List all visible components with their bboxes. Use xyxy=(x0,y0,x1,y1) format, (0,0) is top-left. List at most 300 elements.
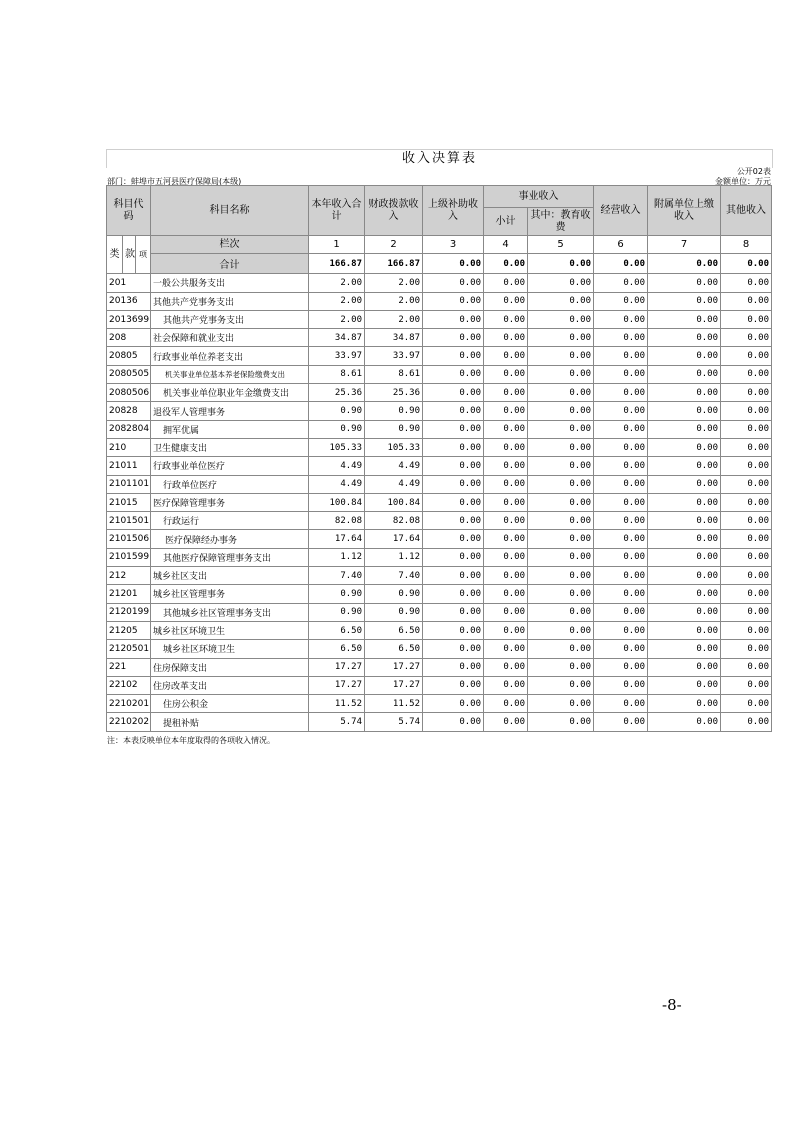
amount-cell: 0.00 xyxy=(648,347,721,365)
amount-cell: 0.00 xyxy=(721,402,772,420)
amount-cell: 0.90 xyxy=(309,603,365,621)
amount-cell: 0.00 xyxy=(721,310,772,328)
amount-cell: 17.27 xyxy=(309,676,365,694)
amount-cell: 0.00 xyxy=(484,274,528,292)
header-lei: 类 xyxy=(107,236,123,274)
header-fiscal: 财政拨款收入 xyxy=(365,186,423,236)
header-subtotal: 小计 xyxy=(484,208,528,236)
amount-cell: 0.00 xyxy=(528,329,594,347)
amount-cell: 0.00 xyxy=(528,640,594,658)
amount-cell: 0.00 xyxy=(594,603,648,621)
amount-cell: 25.36 xyxy=(309,384,365,402)
header-other: 其他收入 xyxy=(721,186,772,236)
amount-cell: 0.00 xyxy=(423,274,484,292)
amount-cell: 0.00 xyxy=(721,420,772,438)
subject-code: 2101101 xyxy=(107,475,151,493)
amount-cell: 0.00 xyxy=(594,457,648,475)
amount-cell: 0.00 xyxy=(721,640,772,658)
amount-cell: 0.00 xyxy=(484,475,528,493)
amount-cell: 34.87 xyxy=(309,329,365,347)
table-row xyxy=(107,274,772,292)
table-row xyxy=(107,493,772,511)
amount-cell: 0.00 xyxy=(423,548,484,566)
amount-cell: 0.00 xyxy=(528,274,594,292)
subject-code: 2101501 xyxy=(107,512,151,530)
amount-cell: 105.33 xyxy=(365,438,423,456)
amount-cell: 0.00 xyxy=(594,640,648,658)
amount-cell: 0.00 xyxy=(648,676,721,694)
amount-cell: 0.00 xyxy=(423,365,484,383)
form-id: 公开02表 xyxy=(736,167,771,176)
subject-code: 210 xyxy=(107,438,151,456)
subject-code: 2210201 xyxy=(107,695,151,713)
header-column-no: 栏次 xyxy=(151,236,309,254)
amount-cell: 0.00 xyxy=(594,347,648,365)
col-no-2: 2 xyxy=(365,236,423,254)
amount-cell: 0.90 xyxy=(365,585,423,603)
amount-cell: 0.00 xyxy=(484,640,528,658)
total-value: 0.00 xyxy=(528,254,594,274)
amount-cell: 0.00 xyxy=(423,695,484,713)
table-row xyxy=(107,329,772,347)
subject-name: 住房改革支出 xyxy=(151,676,309,694)
amount-cell: 0.00 xyxy=(423,402,484,420)
amount-cell: 17.64 xyxy=(365,530,423,548)
total-value: 0.00 xyxy=(648,254,721,274)
table-row xyxy=(107,347,772,365)
col-no-5: 5 xyxy=(528,236,594,254)
amount-cell: 6.50 xyxy=(309,621,365,639)
subject-code: 201 xyxy=(107,274,151,292)
amount-cell: 0.00 xyxy=(648,695,721,713)
amount-cell: 0.00 xyxy=(594,658,648,676)
total-value: 0.00 xyxy=(484,254,528,274)
amount-cell: 0.00 xyxy=(484,384,528,402)
subject-code: 221 xyxy=(107,658,151,676)
table-row xyxy=(107,420,772,438)
amount-cell: 100.84 xyxy=(365,493,423,511)
total-value: 0.00 xyxy=(721,254,772,274)
amount-cell: 0.90 xyxy=(309,420,365,438)
amount-cell: 0.00 xyxy=(423,310,484,328)
subject-name: 其他共产党事务支出 xyxy=(151,310,309,328)
amount-cell: 0.00 xyxy=(648,310,721,328)
amount-cell: 0.00 xyxy=(528,512,594,530)
amount-cell: 0.00 xyxy=(594,548,648,566)
amount-cell: 0.00 xyxy=(594,585,648,603)
total-label: 合计 xyxy=(151,254,309,274)
subject-code: 20828 xyxy=(107,402,151,420)
amount-cell: 0.00 xyxy=(528,713,594,731)
amount-cell: 2.00 xyxy=(365,292,423,310)
subject-name: 其他城乡社区管理事务支出 xyxy=(151,603,309,621)
subject-code: 20136 xyxy=(107,292,151,310)
subject-code: 21011 xyxy=(107,457,151,475)
amount-cell: 0.00 xyxy=(648,292,721,310)
subject-code: 2013699 xyxy=(107,310,151,328)
subject-code: 2101506 xyxy=(107,530,151,548)
subject-code: 2080506 xyxy=(107,384,151,402)
amount-cell: 0.00 xyxy=(721,493,772,511)
amount-cell: 0.00 xyxy=(648,438,721,456)
amount-cell: 11.52 xyxy=(309,695,365,713)
subject-code: 2101599 xyxy=(107,548,151,566)
department-label: 部门：蚌埠市五河县医疗保障局(本级) xyxy=(107,177,242,186)
amount-cell: 0.00 xyxy=(648,640,721,658)
amount-cell: 0.00 xyxy=(648,365,721,383)
col-no-8: 8 xyxy=(721,236,772,254)
amount-cell: 0.00 xyxy=(528,420,594,438)
table-row xyxy=(107,548,772,566)
amount-cell: 0.00 xyxy=(721,365,772,383)
amount-cell: 0.00 xyxy=(484,621,528,639)
amount-cell: 0.00 xyxy=(594,530,648,548)
amount-cell: 0.00 xyxy=(721,512,772,530)
amount-cell: 2.00 xyxy=(365,310,423,328)
amount-cell: 8.61 xyxy=(365,365,423,383)
amount-cell: 0.00 xyxy=(721,658,772,676)
subject-name: 城乡社区支出 xyxy=(151,567,309,585)
subject-name: 拥军优属 xyxy=(151,420,309,438)
amount-cell: 5.74 xyxy=(365,713,423,731)
table-row xyxy=(107,530,772,548)
amount-cell: 5.74 xyxy=(309,713,365,731)
amount-cell: 0.00 xyxy=(648,384,721,402)
amount-cell: 2.00 xyxy=(309,292,365,310)
amount-cell: 0.00 xyxy=(484,603,528,621)
amount-cell: 0.00 xyxy=(648,274,721,292)
amount-cell: 0.00 xyxy=(484,695,528,713)
table-row xyxy=(107,457,772,475)
table-row xyxy=(107,310,772,328)
amount-cell: 0.00 xyxy=(528,695,594,713)
table-row xyxy=(107,713,772,731)
subject-name: 城乡社区环境卫生 xyxy=(151,640,309,658)
header-kuan: 款 xyxy=(123,236,136,274)
amount-cell: 0.00 xyxy=(423,640,484,658)
amount-cell: 34.87 xyxy=(365,329,423,347)
subject-name: 医疗保障经办事务 xyxy=(151,530,309,548)
amount-cell: 1.12 xyxy=(365,548,423,566)
income-table xyxy=(106,185,772,732)
amount-cell: 0.00 xyxy=(484,530,528,548)
amount-cell: 0.00 xyxy=(594,292,648,310)
amount-cell: 0.00 xyxy=(594,512,648,530)
amount-cell: 0.00 xyxy=(484,585,528,603)
amount-cell: 0.00 xyxy=(423,603,484,621)
amount-cell: 0.00 xyxy=(528,567,594,585)
header-xiang: 项 xyxy=(136,236,151,274)
amount-cell: 0.00 xyxy=(721,384,772,402)
total-value: 0.00 xyxy=(594,254,648,274)
amount-cell: 6.50 xyxy=(365,621,423,639)
amount-cell: 0.00 xyxy=(721,530,772,548)
amount-cell: 0.00 xyxy=(648,512,721,530)
table-row xyxy=(107,585,772,603)
amount-cell: 0.00 xyxy=(484,402,528,420)
table-title: 收入决算表 xyxy=(106,149,773,168)
amount-cell: 0.00 xyxy=(594,475,648,493)
amount-cell: 0.00 xyxy=(484,567,528,585)
header-education: 其中：教育收费 xyxy=(528,208,594,236)
amount-cell: 0.00 xyxy=(484,310,528,328)
subject-code: 20805 xyxy=(107,347,151,365)
subject-code: 2120501 xyxy=(107,640,151,658)
table-row xyxy=(107,603,772,621)
amount-cell: 0.90 xyxy=(309,585,365,603)
amount-cell: 105.33 xyxy=(309,438,365,456)
amount-cell: 0.00 xyxy=(594,493,648,511)
amount-cell: 7.40 xyxy=(309,567,365,585)
table-row xyxy=(107,384,772,402)
amount-cell: 0.00 xyxy=(594,384,648,402)
subject-name: 机关事业单位职业年金缴费支出 xyxy=(151,384,309,402)
amount-cell: 11.52 xyxy=(365,695,423,713)
amount-cell: 0.00 xyxy=(528,292,594,310)
amount-cell: 0.00 xyxy=(484,438,528,456)
subject-code: 21015 xyxy=(107,493,151,511)
table-row xyxy=(107,475,772,493)
amount-cell: 82.08 xyxy=(309,512,365,530)
subject-name: 机关事业单位基本养老保险缴费支出 xyxy=(151,365,309,383)
amount-cell: 0.00 xyxy=(594,329,648,347)
amount-cell: 0.00 xyxy=(484,676,528,694)
amount-cell: 0.00 xyxy=(528,384,594,402)
header-name: 科目名称 xyxy=(151,186,309,236)
amount-cell: 0.00 xyxy=(484,292,528,310)
amount-cell: 0.00 xyxy=(484,365,528,383)
amount-cell: 0.00 xyxy=(423,567,484,585)
amount-cell: 0.00 xyxy=(648,493,721,511)
amount-cell: 0.00 xyxy=(528,438,594,456)
amount-cell: 0.00 xyxy=(721,475,772,493)
amount-cell: 0.00 xyxy=(648,585,721,603)
subject-name: 城乡社区管理事务 xyxy=(151,585,309,603)
amount-cell: 17.27 xyxy=(309,658,365,676)
amount-cell: 0.00 xyxy=(594,420,648,438)
amount-cell: 0.00 xyxy=(484,457,528,475)
amount-cell: 0.00 xyxy=(423,585,484,603)
amount-cell: 0.00 xyxy=(423,530,484,548)
subject-name: 行政运行 xyxy=(151,512,309,530)
amount-cell: 25.36 xyxy=(365,384,423,402)
header-total-income: 本年收入合计 xyxy=(309,186,365,236)
amount-cell: 0.00 xyxy=(594,695,648,713)
amount-cell: 0.00 xyxy=(423,292,484,310)
table-row xyxy=(107,658,772,676)
amount-cell: 0.00 xyxy=(594,621,648,639)
amount-cell: 0.00 xyxy=(423,676,484,694)
amount-cell: 0.00 xyxy=(423,329,484,347)
page-number: -8- xyxy=(662,996,682,1014)
amount-cell: 0.00 xyxy=(528,493,594,511)
amount-cell: 0.00 xyxy=(484,713,528,731)
amount-cell: 0.00 xyxy=(484,658,528,676)
amount-cell: 0.00 xyxy=(528,676,594,694)
amount-cell: 0.00 xyxy=(528,365,594,383)
amount-cell: 0.00 xyxy=(528,585,594,603)
col-no-6: 6 xyxy=(594,236,648,254)
table-row xyxy=(107,567,772,585)
subject-code: 2080505 xyxy=(107,365,151,383)
amount-cell: 0.90 xyxy=(365,603,423,621)
amount-cell: 0.00 xyxy=(721,347,772,365)
subject-name: 其他共产党事务支出 xyxy=(151,292,309,310)
subject-name: 住房公积金 xyxy=(151,695,309,713)
subject-code: 208 xyxy=(107,329,151,347)
amount-cell: 0.00 xyxy=(648,402,721,420)
amount-cell: 17.27 xyxy=(365,658,423,676)
amount-cell: 0.00 xyxy=(528,402,594,420)
amount-cell: 0.00 xyxy=(594,274,648,292)
amount-cell: 0.00 xyxy=(423,475,484,493)
amount-cell: 0.00 xyxy=(484,493,528,511)
amount-cell: 0.00 xyxy=(648,621,721,639)
amount-cell: 0.00 xyxy=(528,603,594,621)
amount-cell: 0.90 xyxy=(365,420,423,438)
amount-cell: 0.00 xyxy=(721,329,772,347)
subject-code: 2082804 xyxy=(107,420,151,438)
amount-cell: 17.27 xyxy=(365,676,423,694)
amount-cell: 0.00 xyxy=(528,658,594,676)
amount-cell: 0.00 xyxy=(721,585,772,603)
amount-cell: 82.08 xyxy=(365,512,423,530)
amount-cell: 2.00 xyxy=(365,274,423,292)
amount-cell: 0.00 xyxy=(648,329,721,347)
subject-name: 城乡社区环境卫生 xyxy=(151,621,309,639)
amount-cell: 1.12 xyxy=(309,548,365,566)
amount-cell: 0.00 xyxy=(721,621,772,639)
amount-cell: 0.00 xyxy=(423,493,484,511)
amount-cell: 33.97 xyxy=(365,347,423,365)
subject-name: 卫生健康支出 xyxy=(151,438,309,456)
subject-name: 医疗保障管理事务 xyxy=(151,493,309,511)
amount-cell: 0.00 xyxy=(721,548,772,566)
amount-cell: 0.00 xyxy=(423,713,484,731)
col-no-1: 1 xyxy=(309,236,365,254)
amount-cell: 17.64 xyxy=(309,530,365,548)
subject-name: 其他医疗保障管理事务支出 xyxy=(151,548,309,566)
col-no-7: 7 xyxy=(648,236,721,254)
amount-cell: 0.00 xyxy=(594,310,648,328)
amount-cell: 0.00 xyxy=(528,457,594,475)
subject-name: 一般公共服务支出 xyxy=(151,274,309,292)
amount-cell: 0.00 xyxy=(721,274,772,292)
amount-cell: 0.00 xyxy=(423,457,484,475)
amount-cell: 0.00 xyxy=(528,310,594,328)
amount-cell: 0.00 xyxy=(484,329,528,347)
amount-cell: 0.00 xyxy=(648,457,721,475)
amount-cell: 0.00 xyxy=(648,603,721,621)
amount-cell: 0.00 xyxy=(423,420,484,438)
header-affiliated: 附属单位上缴收入 xyxy=(648,186,721,236)
amount-cell: 2.00 xyxy=(309,274,365,292)
subject-name: 退役军人管理事务 xyxy=(151,402,309,420)
total-value: 166.87 xyxy=(309,254,365,274)
amount-cell: 0.00 xyxy=(423,512,484,530)
subject-code: 22102 xyxy=(107,676,151,694)
amount-cell: 0.00 xyxy=(648,530,721,548)
amount-cell: 2.00 xyxy=(309,310,365,328)
amount-cell: 0.00 xyxy=(648,548,721,566)
amount-cell: 7.40 xyxy=(365,567,423,585)
amount-cell: 0.00 xyxy=(721,292,772,310)
total-value: 166.87 xyxy=(365,254,423,274)
subject-name: 行政单位医疗 xyxy=(151,475,309,493)
subject-name: 行政事业单位医疗 xyxy=(151,457,309,475)
col-no-3: 3 xyxy=(423,236,484,254)
amount-cell: 0.00 xyxy=(721,603,772,621)
header-operating: 经营收入 xyxy=(594,186,648,236)
table-row xyxy=(107,292,772,310)
amount-unit: 金额单位：万元 xyxy=(715,177,771,186)
amount-cell: 0.00 xyxy=(528,530,594,548)
amount-cell: 4.49 xyxy=(309,475,365,493)
subject-code: 212 xyxy=(107,567,151,585)
subject-name: 提租补贴 xyxy=(151,713,309,731)
subject-code: 21205 xyxy=(107,621,151,639)
amount-cell: 0.00 xyxy=(648,420,721,438)
amount-cell: 0.00 xyxy=(484,347,528,365)
amount-cell: 0.00 xyxy=(528,548,594,566)
subject-code: 21201 xyxy=(107,585,151,603)
amount-cell: 0.00 xyxy=(721,438,772,456)
table-note: 注：本表反映单位本年度取得的各项收入情况。 xyxy=(107,736,275,745)
amount-cell: 0.00 xyxy=(594,365,648,383)
amount-cell: 0.00 xyxy=(648,475,721,493)
table-row xyxy=(107,640,772,658)
amount-cell: 6.50 xyxy=(309,640,365,658)
table-row xyxy=(107,365,772,383)
amount-cell: 0.90 xyxy=(309,402,365,420)
header-business-income: 事业收入 xyxy=(484,186,594,208)
amount-cell: 0.00 xyxy=(528,475,594,493)
amount-cell: 0.00 xyxy=(594,676,648,694)
amount-cell: 0.00 xyxy=(721,676,772,694)
amount-cell: 0.00 xyxy=(423,658,484,676)
amount-cell: 0.00 xyxy=(528,621,594,639)
table-row xyxy=(107,621,772,639)
amount-cell: 4.49 xyxy=(365,457,423,475)
col-no-4: 4 xyxy=(484,236,528,254)
amount-cell: 0.00 xyxy=(594,713,648,731)
subject-name: 住房保障支出 xyxy=(151,658,309,676)
subject-name: 行政事业单位养老支出 xyxy=(151,347,309,365)
amount-cell: 0.00 xyxy=(484,512,528,530)
amount-cell: 0.00 xyxy=(721,695,772,713)
amount-cell: 0.00 xyxy=(423,347,484,365)
amount-cell: 0.00 xyxy=(594,402,648,420)
header-code: 科目代码 xyxy=(107,186,151,236)
subject-code: 2210202 xyxy=(107,713,151,731)
amount-cell: 0.00 xyxy=(648,658,721,676)
amount-cell: 0.00 xyxy=(484,420,528,438)
amount-cell: 0.00 xyxy=(484,548,528,566)
table-row xyxy=(107,402,772,420)
amount-cell: 0.00 xyxy=(423,384,484,402)
amount-cell: 4.49 xyxy=(309,457,365,475)
table-row xyxy=(107,695,772,713)
table-row xyxy=(107,676,772,694)
amount-cell: 100.84 xyxy=(309,493,365,511)
amount-cell: 0.00 xyxy=(721,713,772,731)
total-value: 0.00 xyxy=(423,254,484,274)
amount-cell: 0.00 xyxy=(594,567,648,585)
header-superior-subsidy: 上级补助收入 xyxy=(423,186,484,236)
table-row xyxy=(107,512,772,530)
amount-cell: 4.49 xyxy=(365,475,423,493)
amount-cell: 0.00 xyxy=(423,438,484,456)
